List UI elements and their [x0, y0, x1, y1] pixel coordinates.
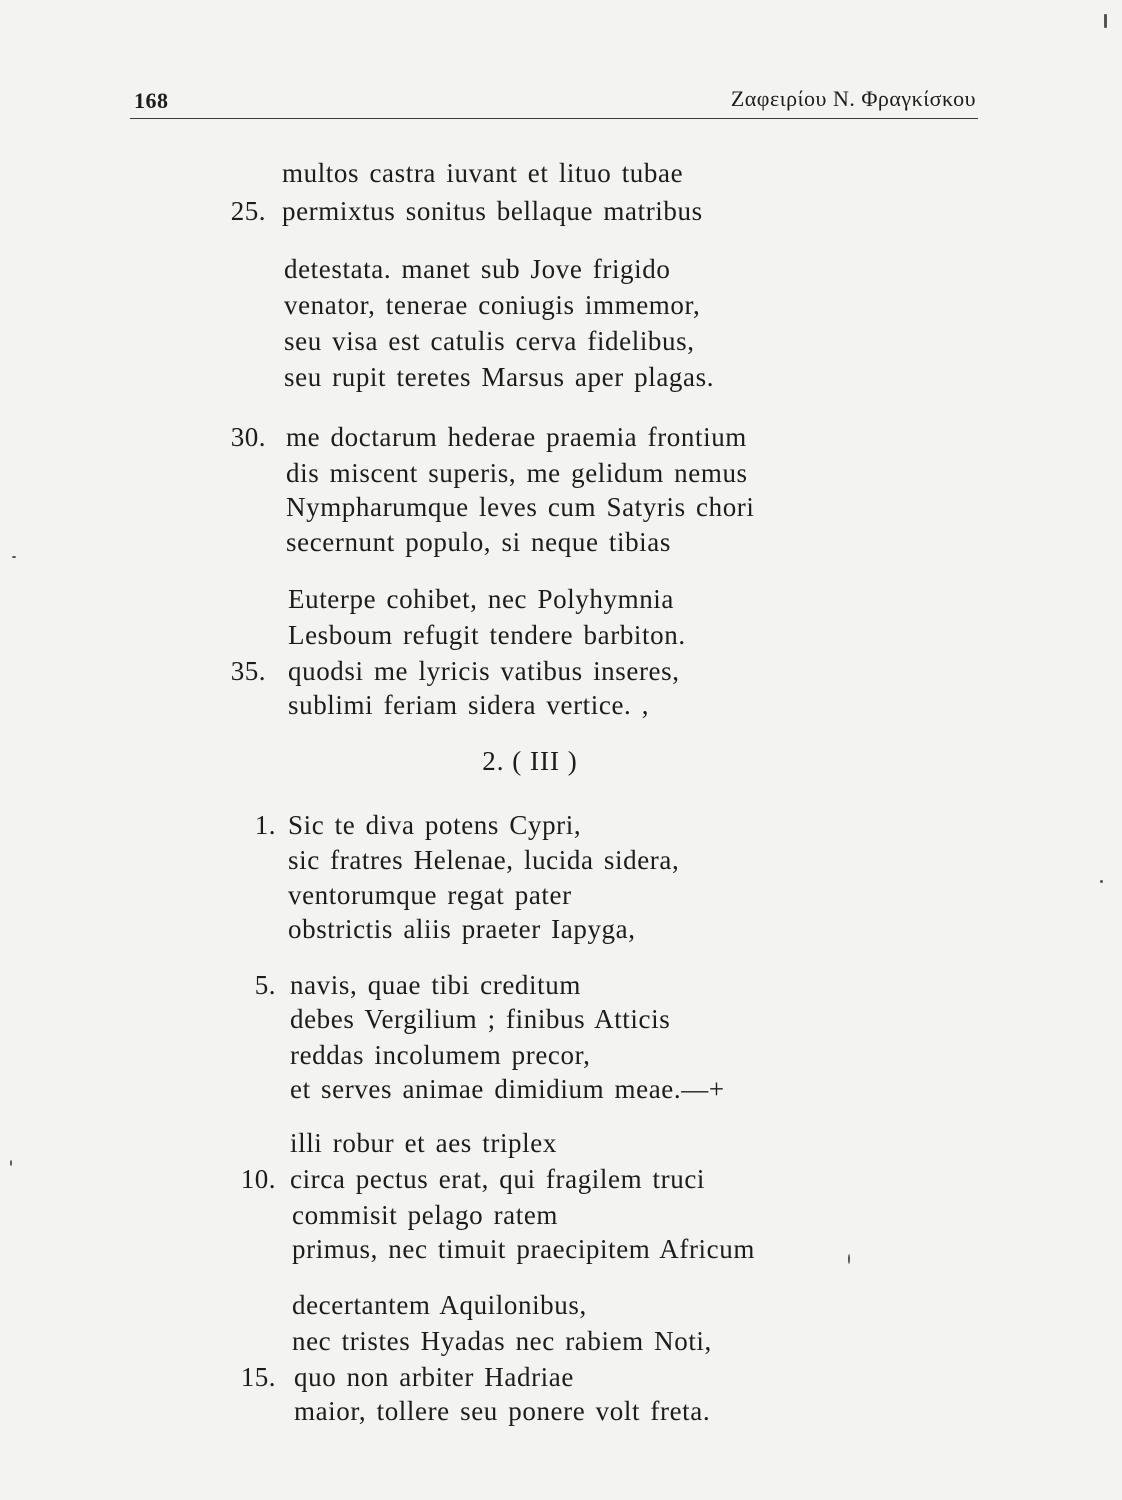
scan-speck [1100, 880, 1103, 883]
verse-line: primus, nec timuit praecipitem Africum [292, 1234, 755, 1264]
verse-line: multos castra iuvant et lituo tubae [282, 158, 684, 188]
verse-line: maior, tollere seu ponere volt freta. [294, 1396, 711, 1426]
line-number: 5. [254, 970, 276, 1000]
line-number: 25. [230, 196, 266, 226]
verse-line: nec tristes Hyadas nec rabiem Noti, [292, 1326, 712, 1356]
verse-line: venator, tenerae coniugis immemor, [284, 290, 701, 320]
verse-line: seu rupit teretes Marsus aper plagas. [284, 362, 715, 392]
verse-line: decertantem Aquilonibus, [292, 1290, 587, 1320]
verse-line: Sic te diva potens Cypri, [288, 810, 582, 840]
page-header [130, 84, 978, 119]
verse-line: ventorumque regat pater [288, 880, 572, 910]
verse-line: detestata. manet sub Jove frigido [284, 254, 671, 284]
line-number: 10. [240, 1164, 276, 1194]
verse-line: circa pectus erat, qui fragilem truci [290, 1164, 706, 1194]
verse-line: et serves animae dimidium meae.—+ [290, 1074, 725, 1104]
verse-line: debes Vergilium ; finibus Atticis [290, 1004, 671, 1034]
line-number: 30. [230, 422, 266, 452]
verse-line: Nympharumque leves cum Satyris chori [286, 492, 755, 522]
verse-line: commisit pelago ratem [292, 1200, 559, 1230]
verse-line: dis miscent superis, me gelidum nemus [286, 458, 748, 488]
verse-line: Lesboum refugit tendere barbiton. [288, 620, 686, 650]
page-number: 168 [134, 88, 169, 113]
verse-line: quodsi me lyricis vatibus inseres, [288, 656, 680, 686]
line-number: 35. [230, 656, 266, 686]
verse-line: sublimi feriam sidera vertice. , [288, 690, 650, 720]
verse-line: illi robur et aes triplex [290, 1128, 557, 1158]
scan-speck [10, 1160, 12, 1166]
section-heading: 2. ( III ) [482, 746, 578, 776]
verse-line: sic fratres Helenae, lucida sidera, [288, 845, 680, 875]
verse-line: obstrictis aliis praeter Iapyga, [288, 914, 636, 944]
scan-speck [12, 556, 16, 558]
running-head: Ζαφειρίου Ν. Φραγκίσκου [730, 86, 976, 111]
scan-speck [848, 1254, 850, 1264]
verse-line: quo non arbiter Hadriae [294, 1362, 574, 1392]
verse-line: reddas incolumem precor, [290, 1040, 591, 1070]
verse-line: secernunt populo, si neque tibias [286, 527, 671, 557]
line-number: 1. [254, 810, 276, 840]
verse-line: me doctarum hederae praemia frontium [286, 422, 747, 452]
verse-line: permixtus sonitus bellaque matribus [282, 196, 703, 226]
scan-speck [1104, 14, 1107, 28]
verse-line: navis, quae tibi creditum [290, 970, 581, 1000]
line-number: 15. [240, 1362, 276, 1392]
verse-line: Euterpe cohibet, nec Polyhymnia [288, 584, 674, 614]
verse-line: seu visa est catulis cerva fidelibus, [284, 326, 695, 356]
